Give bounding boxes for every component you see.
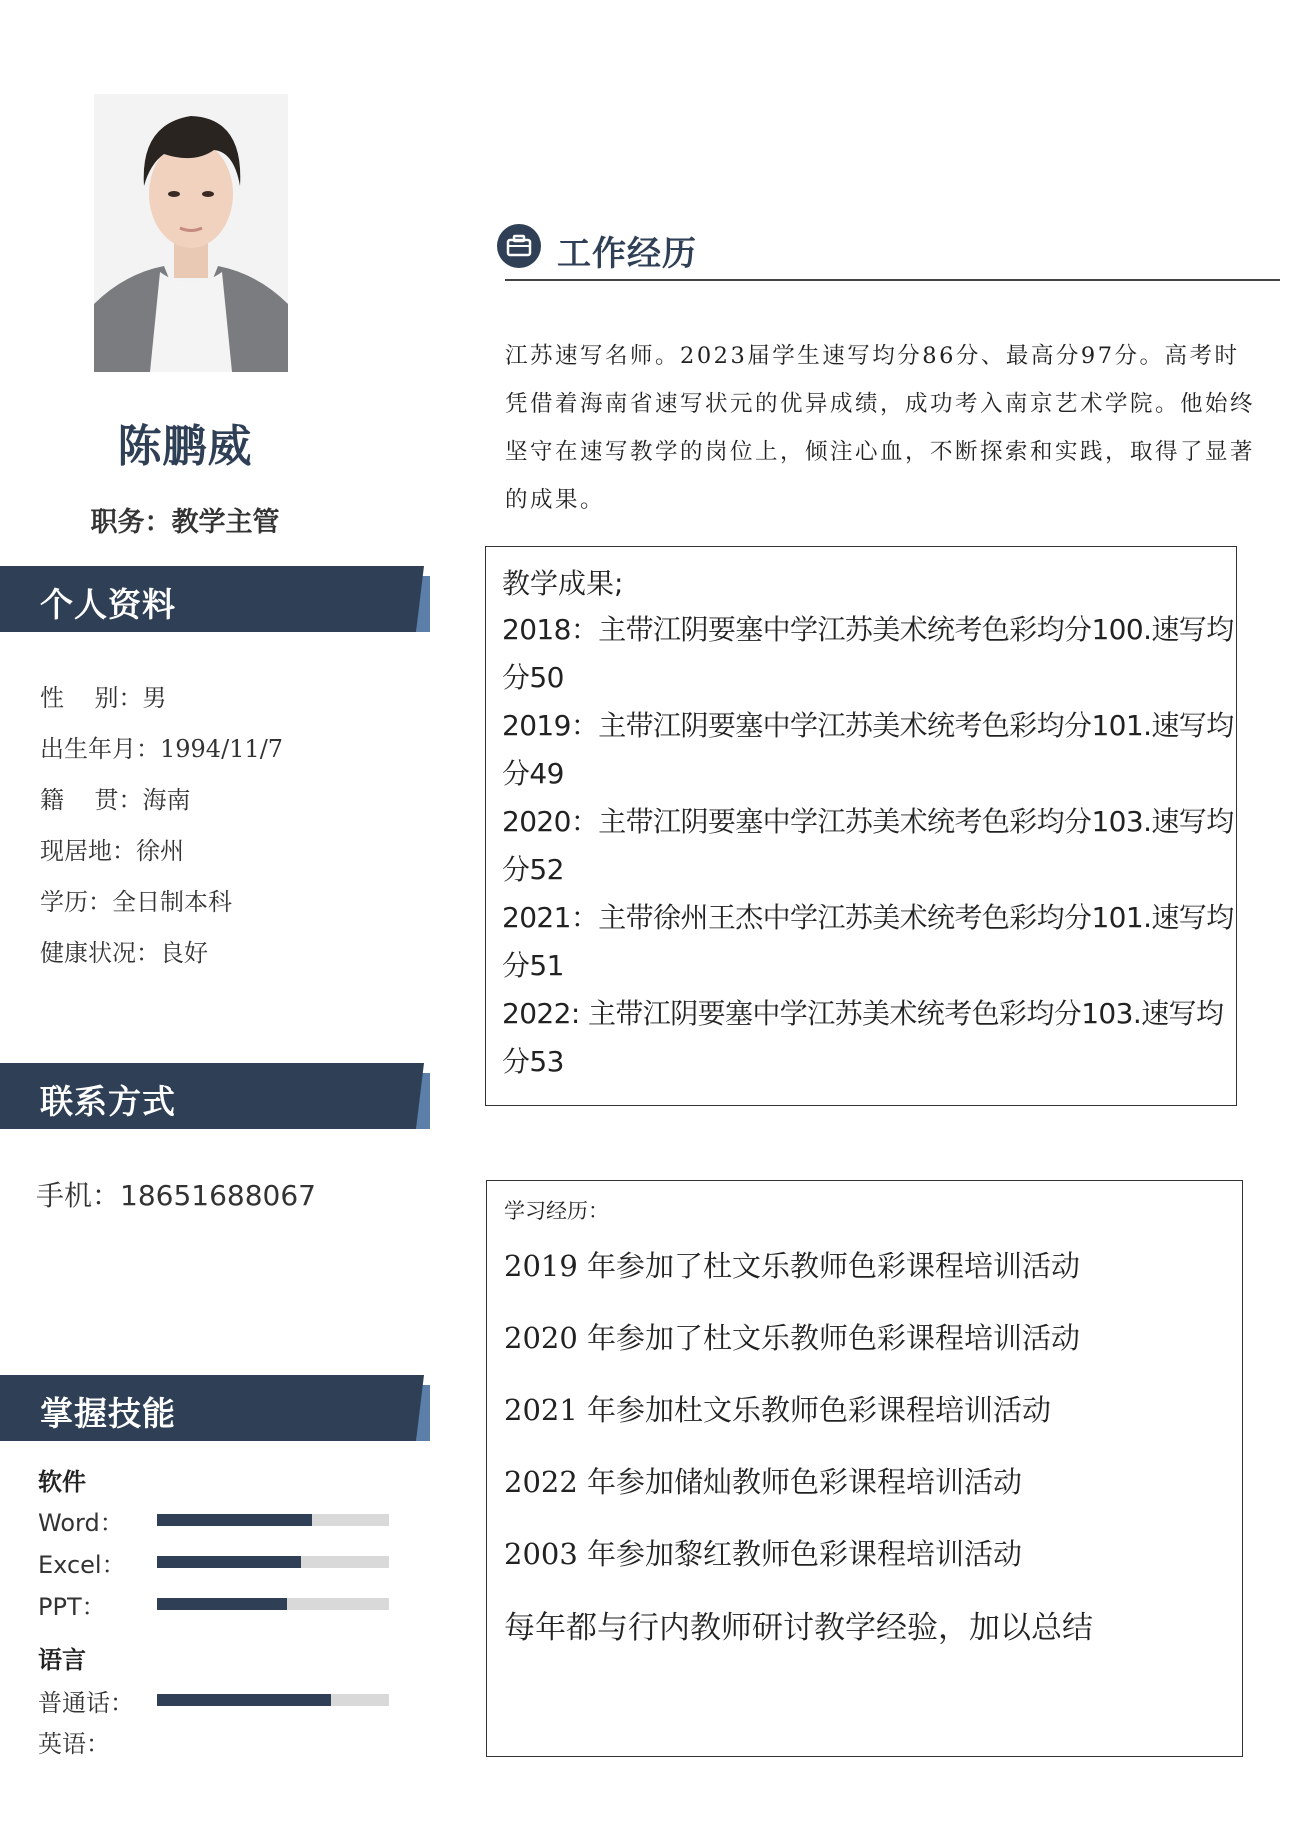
section-contact-title: 联系方式 — [40, 1082, 176, 1121]
info-gender: 性 别：男 — [40, 684, 167, 712]
info-residence: 现居地：徐州 — [40, 837, 184, 865]
skill-excel-bar — [157, 1556, 389, 1568]
profile-photo — [94, 94, 288, 372]
info-hometown: 籍 贯：海南 — [40, 786, 191, 814]
skill-ppt-label: PPT： — [38, 1593, 106, 1621]
study-summary: 每年都与行内教师研讨教学经验，加以总结 — [504, 1610, 1093, 1646]
section-skills-title: 掌握技能 — [40, 1394, 176, 1433]
study-heading: 学习经历： — [504, 1199, 609, 1223]
work-divider — [505, 279, 1280, 281]
work-description: 江苏速写名师。2023届学生速写均分86分、最高分97分。高考时凭借着海南省速写状元的优异成绩，成功考入南京艺术学院。他始终坚守在速写教学的岗位上，倾注心血，不断探索和实践，取得了显著的成果。 — [505, 343, 1256, 513]
section-personal — [0, 566, 430, 632]
section-skills — [0, 1375, 430, 1441]
section-contact — [0, 1063, 430, 1129]
info-education: 学历：全日制本科 — [40, 888, 232, 916]
skill-mandarin-bar — [157, 1694, 389, 1706]
skills-software-heading: 软件 — [38, 1468, 86, 1496]
achievement-line: 2022: 主带江阴要塞中学江苏美术统考色彩均分103.速写均 — [502, 997, 1224, 1030]
skill-ppt-fill — [157, 1598, 287, 1610]
achievement-line: 2021：主带徐州王杰中学江苏美术统考色彩均分101.速写均 — [502, 901, 1234, 934]
study-item: 2020 年参加了杜文乐教师色彩课程培训活动 — [504, 1321, 1081, 1355]
skill-word-fill — [157, 1514, 312, 1526]
info-health: 健康状况：良好 — [40, 939, 208, 967]
section-personal-title: 个人资料 — [40, 585, 176, 624]
achievement-line: 2020：主带江阴要塞中学江苏美术统考色彩均分103.速写均 — [502, 805, 1234, 838]
section-work-title: 工作经历 — [557, 234, 697, 274]
skill-ppt-bar — [157, 1598, 389, 1610]
skill-mandarin-label: 普通话： — [38, 1689, 134, 1717]
profile-name: 陈鹏威 — [117, 421, 253, 472]
skill-mandarin-fill — [157, 1694, 331, 1706]
skills-language-heading: 语言 — [38, 1646, 86, 1674]
profile-role: 职务：教学主管 — [90, 507, 280, 538]
skill-english-label: 英语： — [38, 1730, 110, 1758]
achievement-line: 2019：主带江阴要塞中学江苏美术统考色彩均分101.速写均 — [502, 709, 1234, 742]
achievement-line: 分50 — [502, 661, 564, 694]
skill-excel-label: Excel： — [38, 1551, 126, 1579]
study-item: 2022 年参加储灿教师色彩课程培训活动 — [504, 1465, 1023, 1499]
achievement-line: 分51 — [502, 949, 564, 982]
skill-word-bar — [157, 1514, 389, 1526]
study-item: 2003 年参加黎红教师色彩课程培训活动 — [504, 1537, 1023, 1571]
study-item: 2021 年参加杜文乐教师色彩课程培训活动 — [504, 1393, 1052, 1427]
briefcase-icon — [497, 224, 541, 268]
achievement-line: 分52 — [502, 853, 564, 886]
achievement-line: 分53 — [502, 1045, 564, 1078]
info-birth: 出生年月：1994/11/7 — [40, 735, 284, 763]
achievement-line: 2018：主带江阴要塞中学江苏美术统考色彩均分100.速写均 — [502, 613, 1234, 646]
achievements-heading: 教学成果; — [502, 567, 624, 600]
skill-word-label: Word： — [38, 1509, 124, 1537]
contact-phone: 手机：18651688067 — [36, 1179, 316, 1212]
achievement-line: 分49 — [502, 757, 564, 790]
skill-excel-fill — [157, 1556, 301, 1568]
study-item: 2019 年参加了杜文乐教师色彩课程培训活动 — [504, 1249, 1081, 1283]
